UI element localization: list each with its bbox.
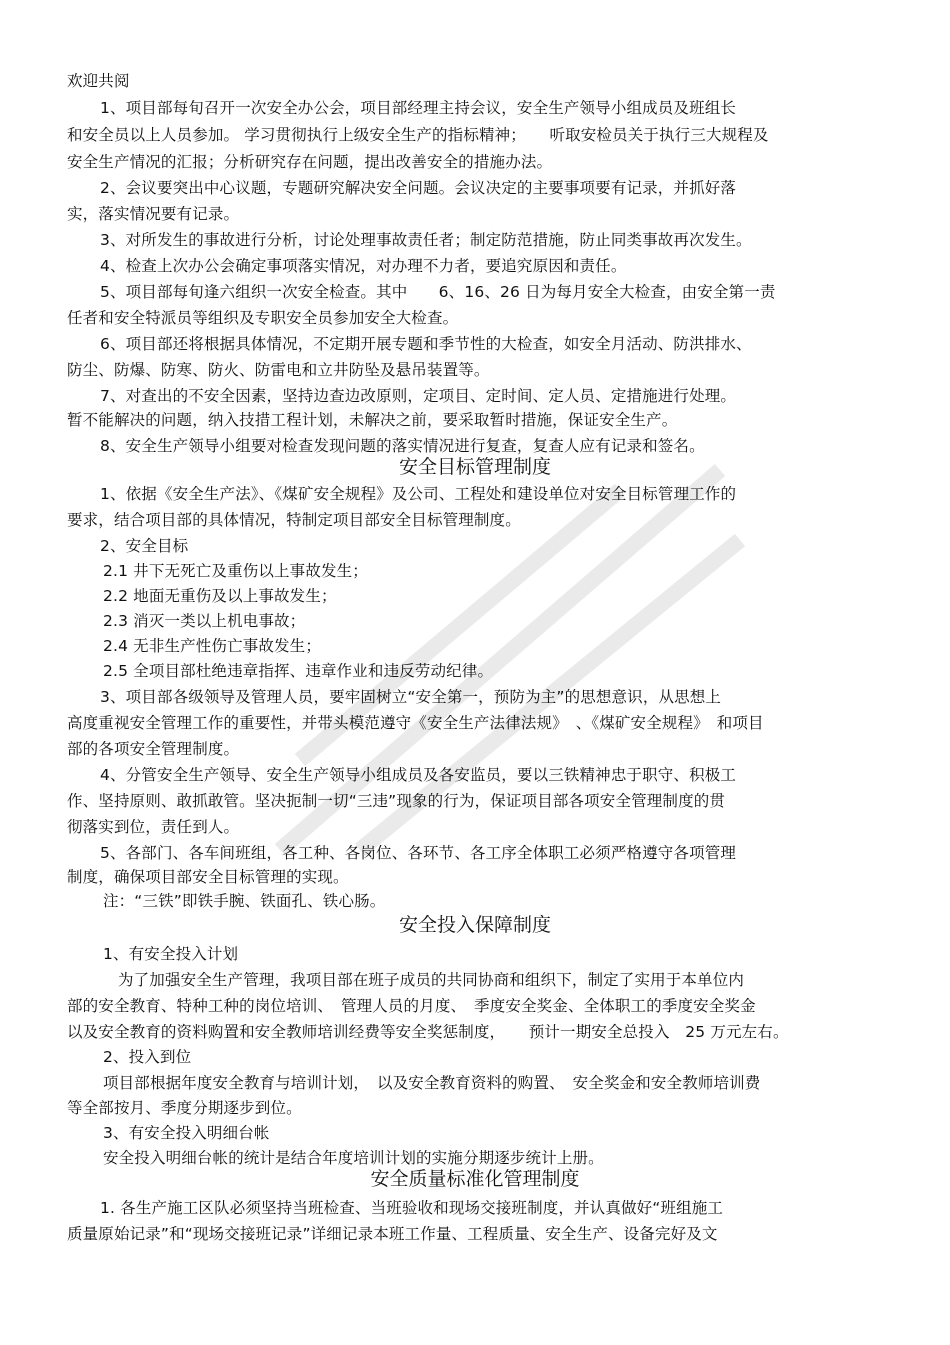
para-line: 3、有安全投入明细台帐 <box>103 1124 270 1142</box>
para-line: 安全投入明细台帐的统计是结合年度培训计划的实施分期逐步统计上册。 <box>103 1149 604 1167</box>
para-line: 质量原始记录”和“现场交接班记录”详细记录本班工作量、工程质量、安全生产、设备完好及文 <box>67 1225 718 1243</box>
para-line: 制度，确保项目部安全目标管理的实现。 <box>67 868 349 886</box>
para-line: 3、项目部各级领导及管理人员，要牢固树立“安全第一，预防为主”的思想意识，从思想上 <box>100 688 722 706</box>
para-line: 2.5 全项目部杜绝违章指挥、违章作业和违反劳动纪律。 <box>103 662 494 680</box>
para-line: 高度重视安全管理工作的重要性，并带头模范遵守《安全生产法律法规》 、《煤矿安全规程》 和项目 <box>67 714 764 732</box>
para-line: 1、项目部每旬召开一次安全办公会，项目部经理主持会议，安全生产领导小组成员及班组长 <box>100 99 737 117</box>
para-line: 8、安全生产领导小组要对检查发现问题的落实情况进行复查，复查人应有记录和签名。 <box>100 437 705 455</box>
para-line: 2、投入到位 <box>103 1048 192 1066</box>
para-line: 作、坚持原则、敢抓敢管。坚决扼制一切“三违”现象的行为，保证项目部各项安全管理制度的贯 <box>67 792 726 810</box>
section-heading: 安全目标管理制度 <box>398 456 551 478</box>
note-line: 注：“三铁”即铁手腕、铁面孔、铁心肠。 <box>103 892 386 910</box>
para-line: 要求，结合项目部的具体情况，特制定项目部安全目标管理制度。 <box>67 511 521 529</box>
para-line: 为了加强安全生产管理，我项目部在班子成员的共同协商和组织下，制定了实用于本单位内 <box>118 971 745 989</box>
para-line: 1、依据《安全生产法》、《煤矿安全规程》及公司、工程处和建设单位对安全目标管理工作的 <box>100 485 737 503</box>
para-line: 实，落实情况要有记录。 <box>67 205 240 223</box>
para-line: 2、安全目标 <box>100 537 189 555</box>
para-line: 和安全员以上人员参加。 学习贯彻执行上级安全生产的指标精神； 听取安检员关于执行三大规程及 <box>67 126 769 144</box>
section-heading: 安全投入保障制度 <box>398 914 551 936</box>
para-line: 3、对所发生的事故进行分析，讨论处理事故责任者；制定防范措施，防止同类事故再次发生。 <box>100 231 752 249</box>
header-text: 欢迎共阅 <box>67 72 130 90</box>
para-line: 6、项目部还将根据具体情况，不定期开展专题和季节性的大检查，如安全月活动、防洪排水、 <box>100 335 752 353</box>
para-line: 4、分管安全生产领导、安全生产领导小组成员及各安监员，要以三铁精神忠于职守、积极工 <box>100 766 737 784</box>
para-line: 2.4 无非生产性伤亡事故发生； <box>103 637 321 655</box>
para-line: 项目部根据年度安全教育与培训计划， 以及安全教育资料的购置、 安全奖金和安全教师培训费 <box>103 1074 761 1092</box>
para-line: 部的各项安全管理制度。 <box>67 740 240 758</box>
para-line: 任者和安全特派员等组织及专职安全员参加安全大检查。 <box>67 309 459 327</box>
section-heading: 安全质量标准化管理制度 <box>370 1168 580 1190</box>
para-line: 暂不能解决的问题，纳入技措工程计划，未解决之前，要采取暂时措施，保证安全生产。 <box>67 411 678 429</box>
para-line: 部的安全教育、特种工种的岗位培训、 管理人员的月度、 季度安全奖金、全体职工的季度安全奖金 <box>67 997 756 1015</box>
para-line: 1. 各生产施工区队必须坚持当班检查、当班验收和现场交接班制度，并认真做好“班组施工 <box>100 1199 724 1217</box>
para-line: 防尘、防爆、防寒、防火、防雷电和立井防坠及悬吊装置等。 <box>67 361 490 379</box>
para-line: 5、各部门、各车间班组，各工种、各岗位、各环节、各工序全体职工必须严格遵守各项管理 <box>100 844 737 862</box>
para-line: 4、检查上次办公会确定事项落实情况，对办理不力者，要追究原因和责任。 <box>100 257 627 275</box>
para-line: 2.2 地面无重伤及以上事故发生； <box>103 587 337 605</box>
para-line: 2.1 井下无死亡及重伤以上事故发生； <box>103 562 368 580</box>
para-line: 7、对查出的不安全因素，坚持边查边改原则，定项目、定时间、定人员、定措施进行处理。 <box>100 387 737 405</box>
para-line: 彻落实到位，责任到人。 <box>67 818 240 836</box>
para-line: 2、会议要突出中心议题，专题研究解决安全问题。会议决定的主要事项要有记录，并抓好落 <box>100 179 737 197</box>
para-line: 2.3 消灭一类以上机电事故； <box>103 612 306 630</box>
para-line: 等全部按月、季度分期逐步到位。 <box>67 1099 302 1117</box>
para-line: 安全生产情况的汇报；分析研究存在问题，提出改善安全的措施办法。 <box>67 153 553 171</box>
para-line: 5、项目部每旬逢六组织一次安全检查。其中 6、16、26 日为每月安全大检查，由安全第一责 <box>100 283 776 301</box>
para-line: 以及安全教育的资料购置和安全教师培训经费等安全奖惩制度， 预计一期安全总投入 25 万元左右。 <box>67 1023 789 1041</box>
para-line: 1、有安全投入计划 <box>103 945 239 963</box>
